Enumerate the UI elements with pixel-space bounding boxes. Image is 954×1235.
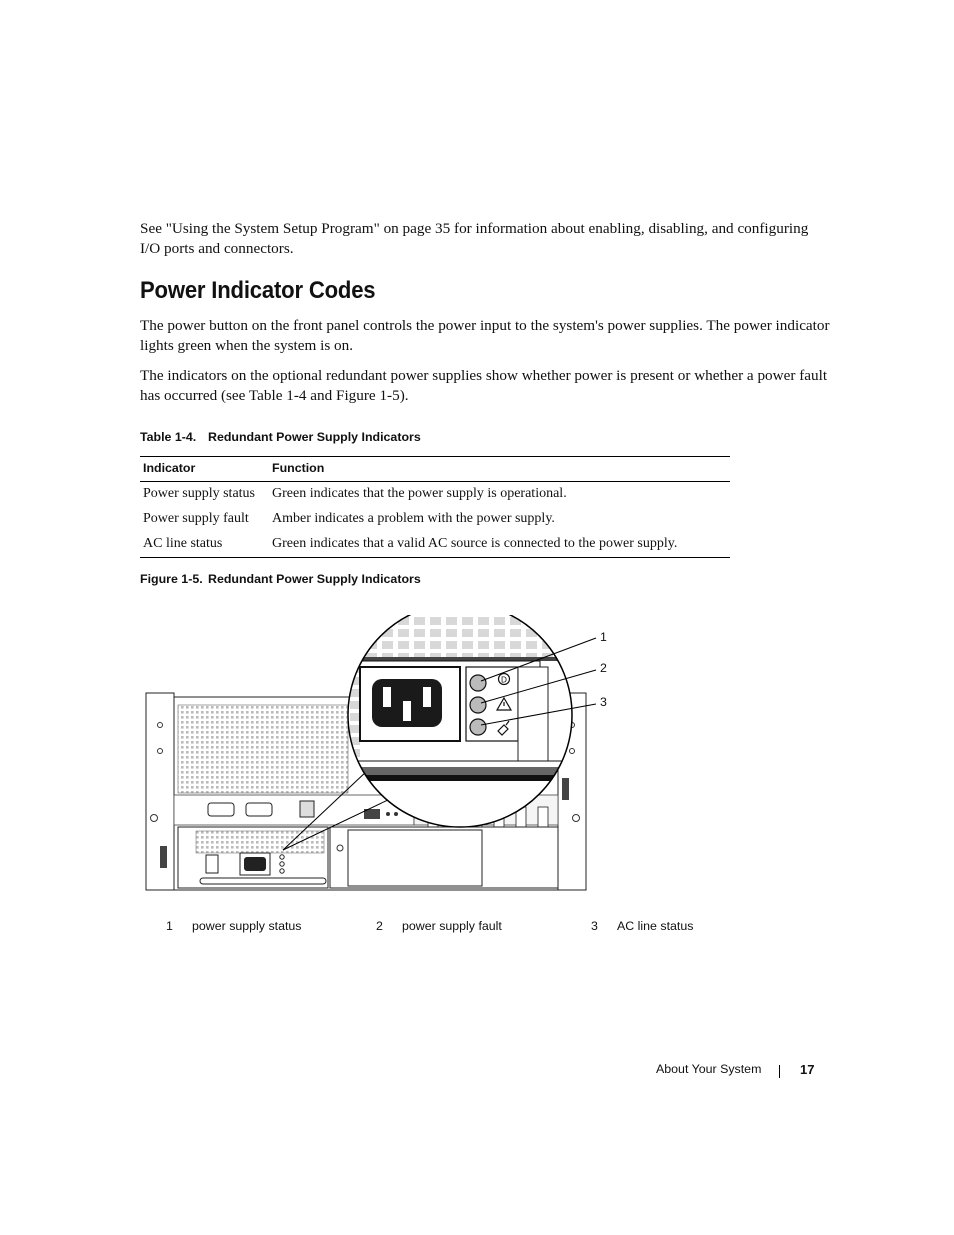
power-button-paragraph: The power button on the front panel controls the power input to the system's power supplies. The power indicator lights green when the system is on.: [140, 317, 830, 354]
table-header-function: Function: [269, 457, 730, 482]
legend-item: [166, 919, 302, 933]
callout-2: 2: [600, 661, 607, 675]
callout-3: 3: [600, 695, 607, 709]
figure-caption-title: Redundant Power Supply Indicators: [208, 572, 421, 586]
indicators-paragraph: The indicators on the optional redundant power supplies show whether power is present or whether a power fault has occurred (see Table 1-4 and Figure 1-5).: [140, 367, 828, 404]
table-header-indicator: Indicator: [140, 457, 269, 482]
footer-divider: [779, 1065, 780, 1078]
table-cell-indicator: Power supply status: [143, 486, 255, 501]
figure-caption: [140, 572, 421, 586]
table-row: [140, 532, 730, 558]
power-supply-fault-led: [470, 697, 486, 713]
table-cell-function: Green indicates that a valid AC source is connected to the power supply.: [269, 532, 730, 558]
table-cell-function: Amber indicates a problem with the power supply.: [272, 511, 555, 526]
table-row: [140, 482, 730, 508]
legend-label: power supply status: [192, 919, 302, 933]
power-supply-status-led: [470, 675, 486, 691]
table-header-row: [140, 457, 730, 482]
table-cell-indicator: Power supply fault: [143, 511, 249, 526]
table-caption-title: Redundant Power Supply Indicators: [208, 430, 421, 444]
table-row: [140, 507, 730, 532]
section-heading: Power Indicator Codes: [140, 277, 376, 304]
intro-paragraph: See "Using the System Setup Program" on page 35 for information about enabling, disabling, and configuring I/O ports and connectors.: [140, 220, 809, 257]
figure-caption-number: Figure 1-5.: [140, 572, 203, 586]
legend-number: 3: [591, 919, 598, 933]
legend-number: 2: [376, 919, 383, 933]
table-cell-function: Green indicates that the power supply is operational.: [272, 486, 567, 501]
legend-item: [591, 919, 693, 933]
table-caption-number: Table 1-4.: [140, 430, 197, 444]
legend-item: [376, 919, 502, 933]
ac-line-status-led: [470, 719, 486, 735]
callout-1: 1: [600, 630, 607, 644]
footer-section: About Your System: [656, 1062, 762, 1076]
legend-label: AC line status: [617, 919, 694, 933]
page-number: 17: [800, 1062, 815, 1077]
svg-text:D: D: [500, 675, 508, 685]
legend-label: power supply fault: [402, 919, 502, 933]
power-supply-illustration: [140, 615, 620, 900]
table-caption: [140, 430, 421, 444]
table-cell-indicator: AC line status: [140, 532, 269, 558]
indicator-table: [140, 456, 730, 558]
legend-number: 1: [166, 919, 173, 933]
